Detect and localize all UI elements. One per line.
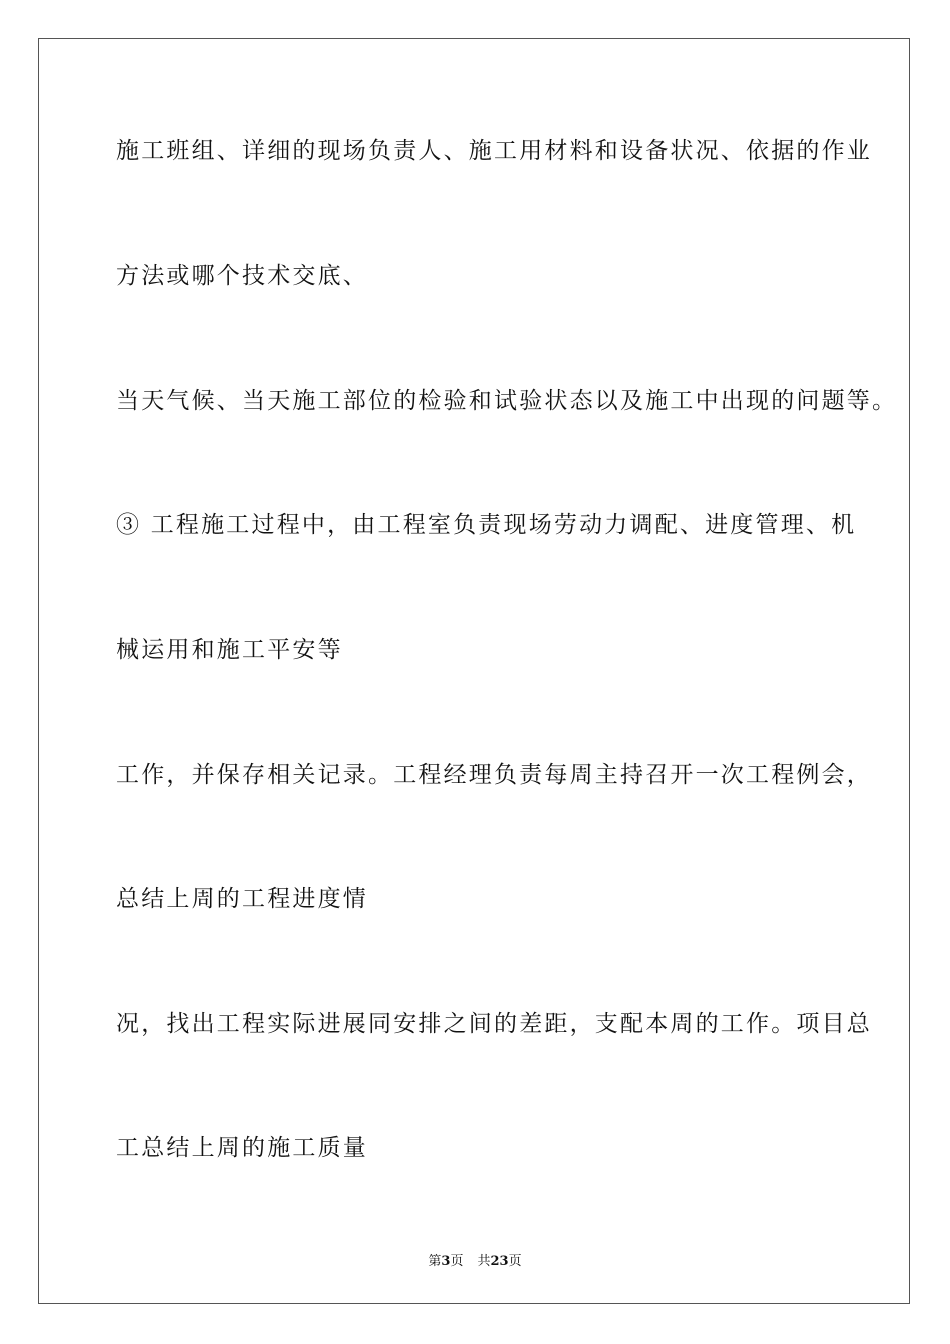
total-pages-suffix: 页 [508,1254,522,1269]
body-text-line-2: 方法或哪个技术交底、 [116,263,368,289]
page-number-suffix: 页 [450,1254,464,1269]
total-pages-prefix: 共 [477,1254,491,1269]
body-text-line-4: ③ 工程施工过程中，由工程室负责现场劳动力调配、进度管理、机 [116,512,857,538]
body-text-line-6: 工作，并保存相关记录。工程经理负责每周主持召开一次工程例会， [116,762,872,788]
body-text-line-7: 总结上周的工程进度情 [116,886,368,912]
body-text-line-1: 施工班组、详细的现场负责人、施工用材料和设备状况、依据的作业 [116,138,872,164]
body-text-line-8: 况，找出工程实际进展同安排之间的差距，支配本周的工作。项目总 [116,1011,872,1037]
page-number-prefix: 第 [428,1254,442,1269]
page-border [38,38,910,1304]
current-page-number: 3 [441,1254,451,1269]
body-text-line-9: 工总结上周的施工质量 [116,1135,368,1161]
body-text-line-3: 当天气候、当天施工部位的检验和试验状态以及施工中出现的问题等。 [116,388,898,414]
total-page-count: 23 [490,1254,509,1269]
page-footer [0,1250,950,1269]
body-text-line-5: 械运用和施工平安等 [116,637,343,663]
